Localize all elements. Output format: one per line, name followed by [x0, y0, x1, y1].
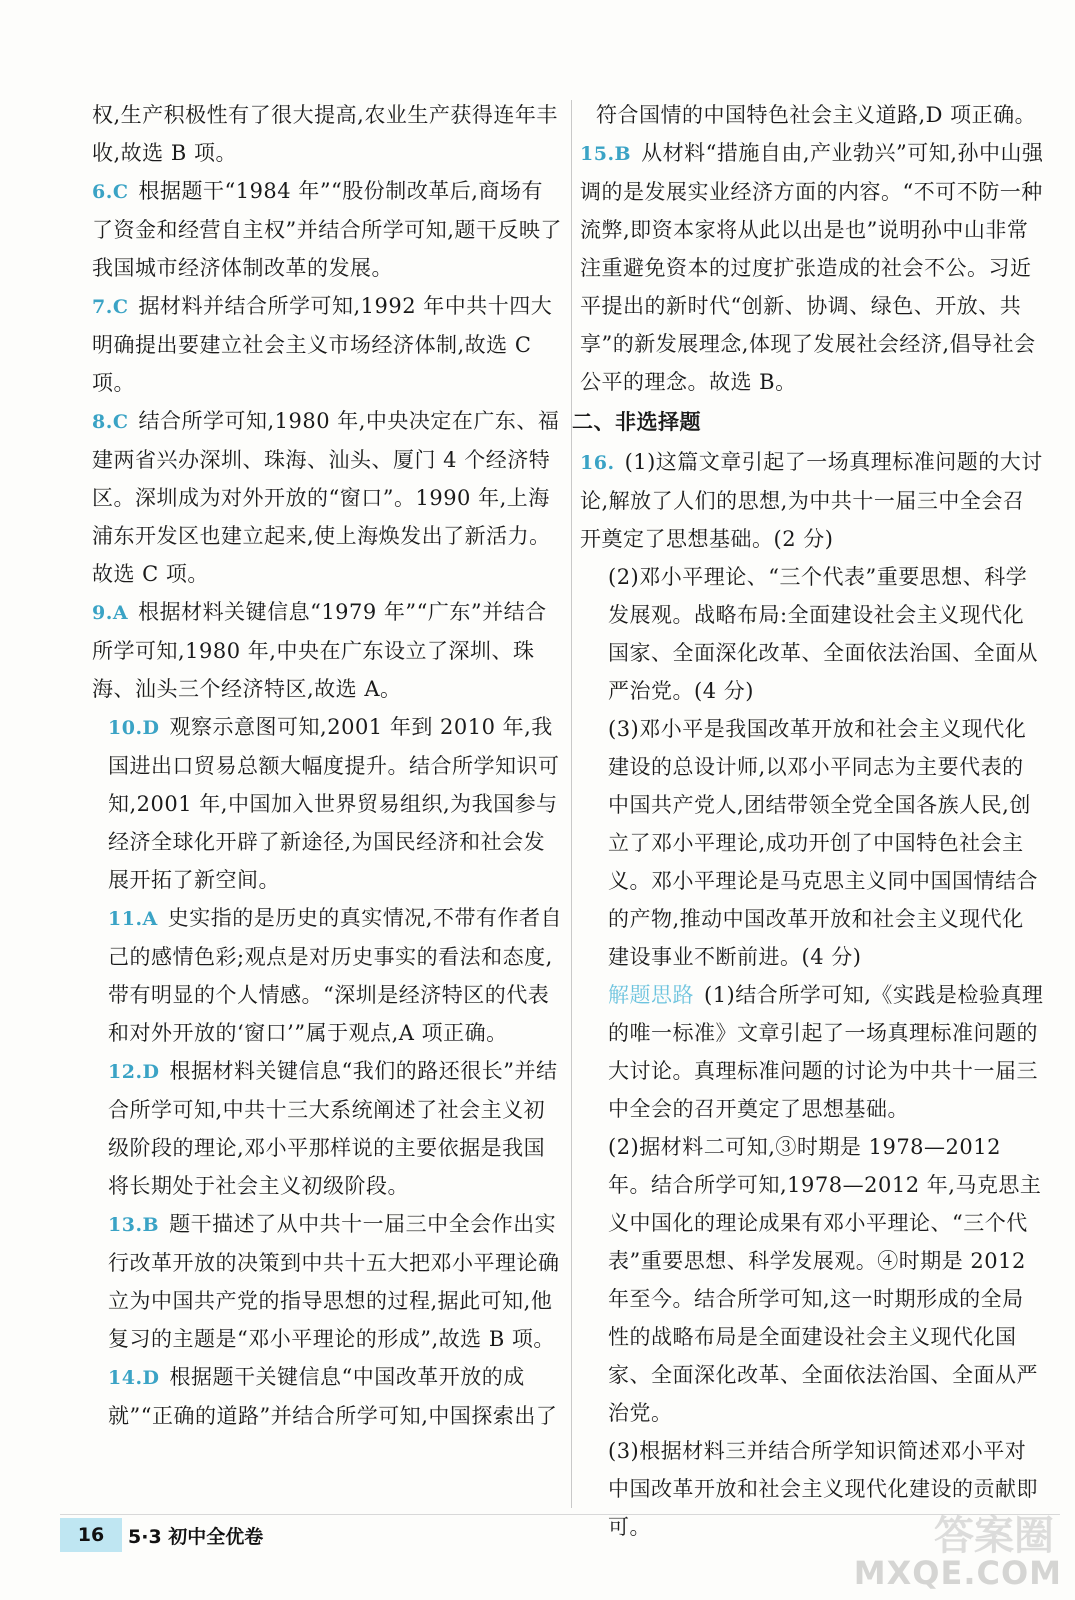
answer-item-8: [92, 402, 564, 593]
watermark-cn-text: 答案圈: [934, 1513, 1054, 1559]
answer-number: 6.C: [92, 181, 129, 203]
answer-text: 观察示意图可知,2001 年到 2010 年,我国进出口贸易总额大幅度提升。结合所学知识可知,2001 年,中国加入世界贸易组织,为我国参与经济全球化开辟了新途径,为国民经济和社会发展开拓了新空间。: [108, 715, 560, 892]
answer-item-11: [92, 899, 564, 1052]
answer-number: 9.A: [92, 602, 129, 624]
answer-number: 8.C: [92, 411, 129, 433]
answer-part-2: (2)邓小平理论、“三个代表”重要思想、科学发展观。战略布局:全面建设社会主义现代化国家、全面深化改革、全面依法治国、全面从严治党。(4 分): [608, 565, 1038, 703]
answer-text: 结合所学可知,1980 年,中央决定在广东、福建两省兴办深圳、珠海、汕头、厦门 4 个经济特区。深圳成为对外开放的“窗口”。1990 年,上海浦东开发区也建立起来,使上海焕发出了新活力。故选 C 项。: [92, 409, 560, 586]
right-carry-over: 符合国情的中国特色社会主义道路,D 项正确。: [596, 103, 1037, 127]
book-title: 5·3 初中全优卷: [128, 1525, 264, 1548]
solution-tip-3: (3)根据材料三并结合所学知识简述邓小平对中国改革开放和社会主义现代化建设的贡献即可。: [608, 1439, 1038, 1539]
answer-text: 据材料并结合所学可知,1992 年中共十四大明确提出要建立社会主义市场经济体制,故选 C 项。: [92, 294, 553, 395]
column-divider: [571, 100, 572, 1508]
answer-text: 根据材料关键信息“1979 年”“广东”并结合所学可知,1980 年,中央在广东设立了深圳、珠海、汕头三个经济特区,故选 A。: [92, 600, 547, 701]
answer-item-13: [92, 1205, 564, 1358]
answer-text: 根据题干关键信息“中国改革开放的成就”“正确的道路”并结合所学可知,中国探索出了: [108, 1365, 558, 1428]
left-carry-over: 权,生产积极性有了很大提高,农业生产获得连年丰收,故选 B 项。: [92, 103, 558, 165]
answer-part-3: (3)邓小平是我国改革开放和社会主义现代化建设的总设计师,以邓小平同志为主要代表的中国共产党人,团结带领全党全国各族人民,创立了邓小平理论,成功开创了中国特色社会主义。邓小平理论是马克思主义同中国国情结合的产物,推动中国改革开放和社会主义现代化建设事业不断前进。(4 分): [608, 717, 1038, 969]
answer-part-1: (1)这篇文章引起了一场真理标准问题的大讨论,解放了人们的思想,为中共十一届三中全会召开奠定了思想基础。(2 分): [580, 450, 1043, 551]
answer-item-15: [580, 134, 1045, 401]
answer-number: 14.D: [108, 1367, 160, 1389]
solution-tip: [580, 976, 1045, 1128]
answer-text: 题干描述了从中共十一届三中全会作出实行改革开放的决策到中共十五大把邓小平理论确立为中国共产党的指导思想的过程,据此可知,他复习的主题是“邓小平理论的形成”,故选 B 项。: [108, 1212, 560, 1351]
page-number: 16: [60, 1518, 122, 1552]
answer-number: 11.A: [108, 908, 158, 930]
watermark-logo: [830, 1500, 1070, 1600]
answer-number: 15.B: [580, 143, 632, 165]
answer-item-9: [92, 593, 564, 708]
answer-text: 从材料“措施自由,产业勃兴”可知,孙中山强调的是发展实业经济方面的内容。“不可不防一种流弊,即资本家将从此以出是也”说明孙中山非常注重避免资本的过度扩张造成的社会不公。习近平提出的新时代“创新、协调、绿色、开放、共享”的新发展理念,体现了发展社会经济,倡导社会公平的理念。故选 B。: [580, 141, 1044, 394]
solution-tip-1: (1)结合所学可知,《实践是检验真理的唯一标准》文章引起了一场真理标准问题的大讨论。真理标准问题的讨论为中共十一届三中全会的召开奠定了思想基础。: [608, 983, 1044, 1121]
answer-item-6: [92, 172, 564, 287]
answer-number: 12.D: [108, 1061, 160, 1083]
answer-number: 16.: [580, 452, 615, 474]
answer-item-10: [92, 708, 564, 899]
solution-tip-2: (2)据材料二可知,③时期是 1978—2012 年。结合所学可知,1978—2012 年,马克思主义中国化的理论成果有邓小平理论、“三个代表”重要思想、科学发展观。④时期是 2012 年至今。结合所学可知,这一时期形成的全局性的战略布局是全面建设社会主义现代化国家、全面深化改革、全面依法治国、全面从严治党。: [608, 1135, 1042, 1425]
left-column: [92, 96, 564, 1435]
answer-text: 根据材料关键信息“我们的路还很长”并结合所学可知,中共十三大系统阐述了社会主义初级阶段的理论,邓小平那样说的主要依据是我国将长期处于社会主义初级阶段。: [108, 1059, 558, 1198]
answer-item-7: [92, 287, 564, 402]
solution-tip-label: 解题思路: [608, 983, 694, 1007]
watermark-url-text: MXQE.COM: [853, 1554, 1062, 1592]
section-title: 二、非选择题: [572, 410, 701, 434]
right-column: [572, 96, 1045, 1546]
answer-number: 7.C: [92, 296, 129, 318]
answer-number: 13.B: [108, 1214, 160, 1236]
page-footer: [60, 1518, 320, 1552]
answer-item-12: [92, 1052, 564, 1205]
answer-text: 根据题干“1984 年”“股份制改革后,商场有了资金和经营自主权”并结合所学可知,题干反映了我国城市经济体制改革的发展。: [92, 179, 562, 280]
answer-item-14: [92, 1358, 564, 1435]
answer-number: 10.D: [108, 717, 160, 739]
answer-item-16: [580, 443, 1045, 558]
answer-text: 史实指的是历史的真实情况,不带有作者自己的感情色彩;观点是对历史事实的看法和态度,带有明显的个人情感。“深圳是经济特区的代表和对外开放的‘窗口’”属于观点,A 项正确。: [108, 906, 562, 1045]
